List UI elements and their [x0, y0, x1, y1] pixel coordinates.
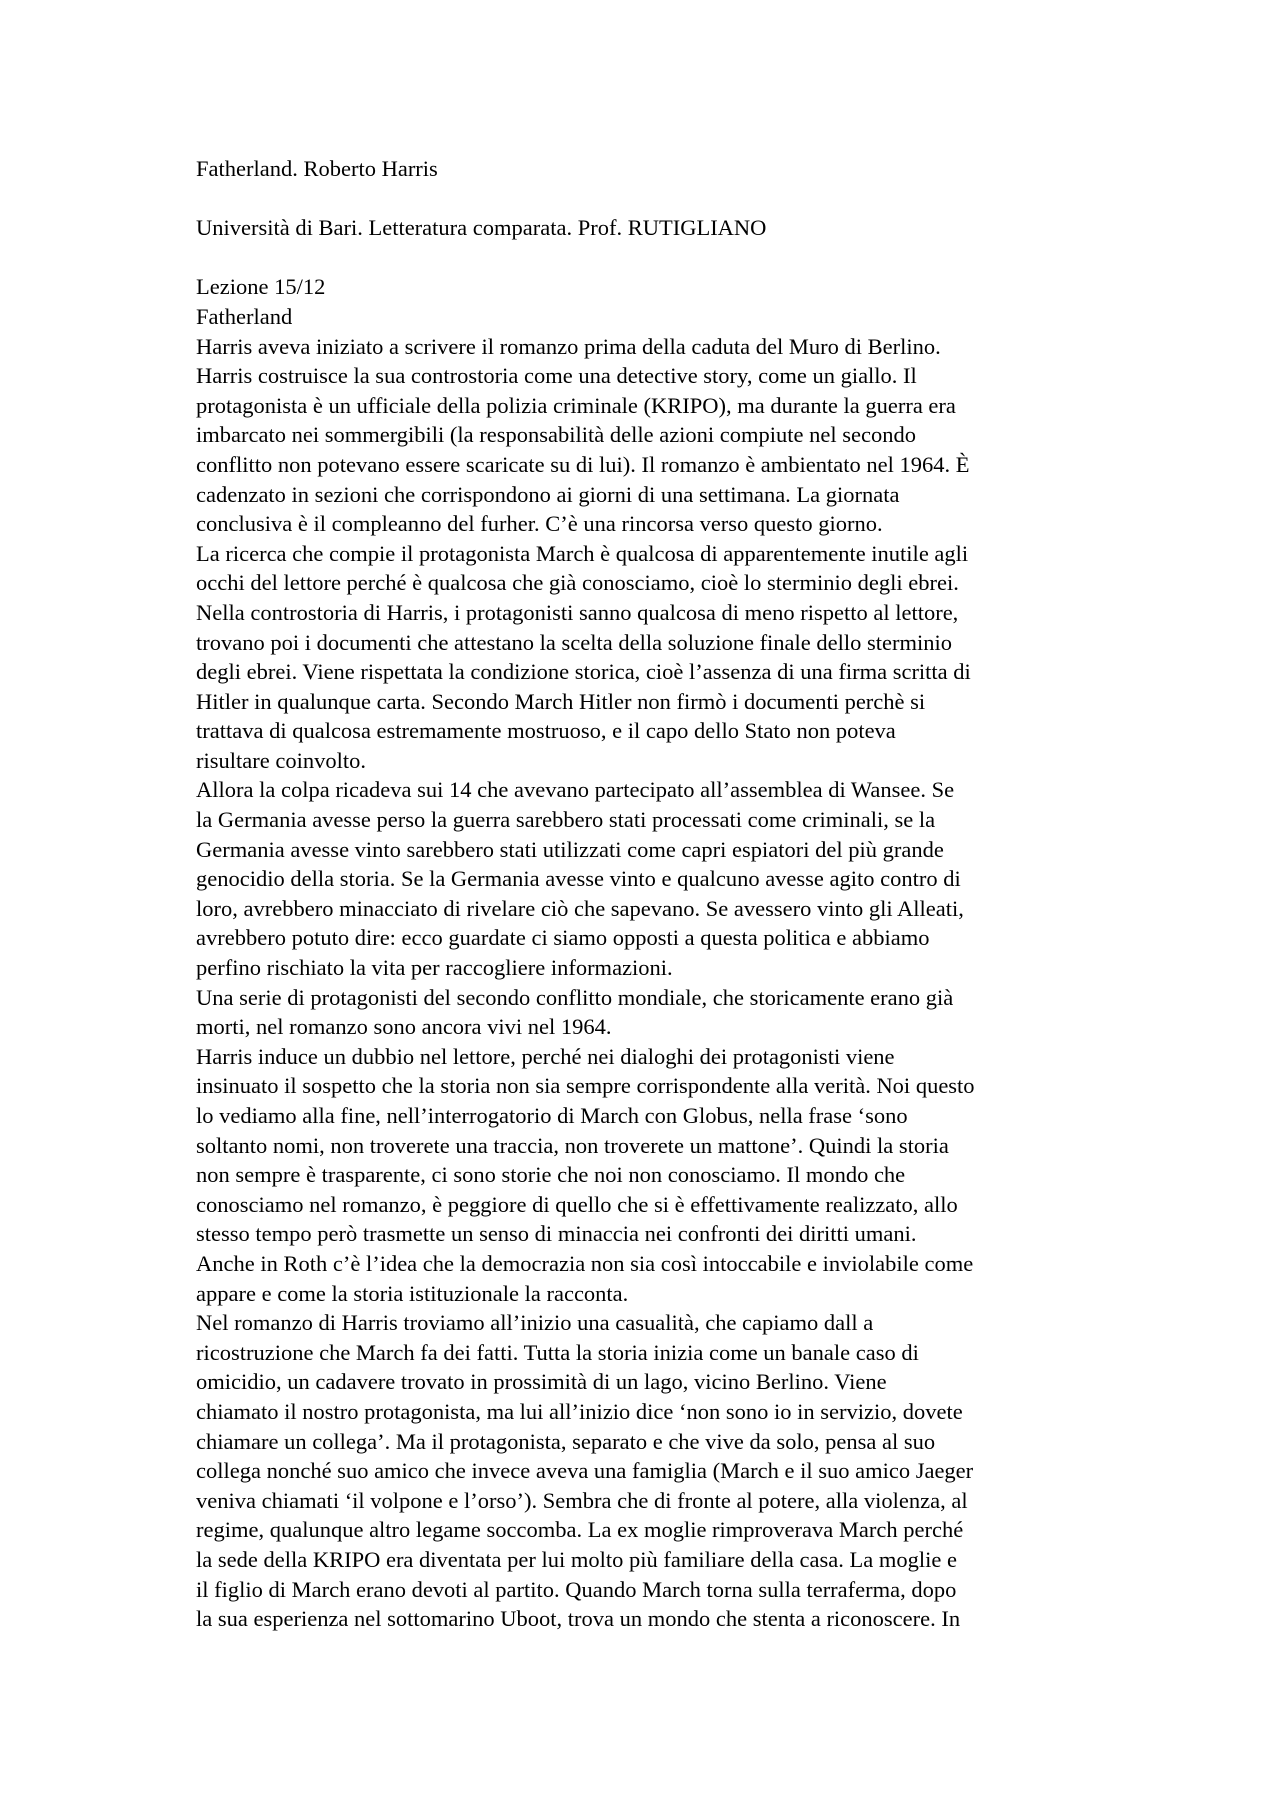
- text-line: chiamato il nostro protagonista, ma lui all’inizio dice ‘non sono io in servizio, dovete: [196, 1398, 963, 1424]
- text-line: Harris induce un dubbio nel lettore, perché nei dialoghi dei protagonisti viene: [196, 1043, 895, 1069]
- spacer: [196, 184, 1096, 214]
- text-line: conclusiva è il compleanno del furher. C’è una rincorsa verso questo giorno.: [196, 511, 883, 537]
- text-line: Anche in Roth c’è l’idea che la democrazia non sia così intoccabile e inviolabile come: [196, 1250, 974, 1276]
- text-line: soltanto nomi, non troverete una traccia, non troverete un mattone’. Quindi la storia: [196, 1132, 949, 1158]
- text-line: Una serie di protagonisti del secondo conflitto mondiale, che storicamente erano già: [196, 984, 954, 1010]
- text-line: avrebbero potuto dire: ecco guardate ci siamo opposti a questa politica e abbiamo: [196, 925, 930, 951]
- text-line: lo vediamo alla fine, nell’interrogatorio di March con Globus, nella frase ‘sono: [196, 1103, 908, 1128]
- text-line: occhi del lettore perché è qualcosa che già conosciamo, cioè lo sterminio degli ebrei.: [196, 570, 959, 596]
- text-lines: [196, 332, 1096, 1634]
- text-line: la sua esperienza nel sottomarino Uboot, trova un mondo che stenta a riconoscere. In: [196, 1606, 961, 1632]
- text-line: protagonista è un ufficiale della polizia criminale (KRIPO), ma durante la guerra era: [196, 392, 956, 418]
- section-heading: Fatherland: [196, 303, 293, 329]
- text-line: degli ebrei. Viene rispettata la condizione storica, cioè l’assenza di una firma scritta di: [196, 659, 971, 685]
- document-title: Fatherland. Roberto Harris: [196, 156, 438, 181]
- text-line: morti, nel romanzo sono ancora vivi nel 1964.: [196, 1014, 612, 1040]
- document-body: [196, 154, 1096, 1634]
- text-line: Harris aveva iniziato a scrivere il romanzo prima della caduta del Muro di Berlino.: [196, 333, 941, 359]
- text-line: Harris costruisce la sua controstoria come una detective story, come un giallo. Il: [196, 363, 917, 389]
- text-line: Hitler in qualunque carta. Secondo March Hitler non firmò i documenti perchè si: [196, 688, 926, 714]
- text-line: Allora la colpa ricadeva sui 14 che avevano partecipato all’assemblea di Wansee. Se: [196, 777, 955, 803]
- text-line: la Germania avesse perso la guerra sarebbero stati processati come criminali, se la: [196, 807, 936, 833]
- text-line: appare e come la storia istituzionale la racconta.: [196, 1280, 629, 1306]
- text-line: insinuato il sospetto che la storia non sia sempre corrispondente alla verità. Noi questo: [196, 1073, 975, 1099]
- text-line: conosciamo nel romanzo, è peggiore di quello che si è effettivamente realizzato, allo: [196, 1191, 958, 1217]
- text-line: trovano poi i documenti che attestano la scelta della soluzione finale dello sterminio: [196, 629, 953, 655]
- text-line: veniva chiamati ‘il volpone e l’orso’). Sembra che di fronte al potere, alla violenza, al: [196, 1487, 968, 1513]
- text-line: omicidio, un cadavere trovato in prossimità di un lago, vicino Berlino. Viene: [196, 1369, 887, 1395]
- text-line: Nel romanzo di Harris troviamo all’inizio una casualità, che capiamo dall a: [196, 1310, 874, 1336]
- text-line: collega nonché suo amico che invece aveva una famiglia (March e il suo amico Jaeger: [196, 1458, 974, 1484]
- text-line: non sempre è trasparente, ci sono storie che noi non conosciamo. Il mondo che: [196, 1162, 906, 1188]
- text-line: trattava di qualcosa estremamente mostruoso, e il capo dello Stato non poteva: [196, 718, 896, 744]
- text-line: conflitto non potevano essere scaricate su di lui). Il romanzo è ambientato nel 1964. È: [196, 451, 970, 477]
- text-line: risultare coinvolto.: [196, 747, 366, 773]
- text-line: chiamare un collega’. Ma il protagonista, separato e che vive da solo, pensa al suo: [196, 1428, 936, 1454]
- text-line: stesso tempo però trasmette un senso di minaccia nei confronti dei diritti umani.: [196, 1221, 917, 1247]
- text-line: Nella controstoria di Harris, i protagonisti sanno qualcosa di meno rispetto al lettore,: [196, 599, 959, 625]
- document-subtitle: Università di Bari. Letteratura comparata. Prof. RUTIGLIANO: [196, 215, 767, 241]
- text-line: genocidio della storia. Se la Germania avesse vinto e qualcuno avesse agito contro di: [196, 866, 961, 892]
- text-line: regime, qualunque altro legame soccomba. La ex moglie rimproverava March perché: [196, 1517, 964, 1543]
- text-line: la sede della KRIPO era diventata per lui molto più familiare della casa. La moglie e: [196, 1546, 957, 1572]
- lesson-label: Lezione 15/12: [196, 274, 326, 300]
- text-line: il figlio di March erano devoti al partito. Quando March torna sulla terraferma, dopo: [196, 1576, 957, 1602]
- text-line: loro, avrebbero minacciato di rivelare ciò che sapevano. Se avessero vinto gli Alleati,: [196, 895, 964, 921]
- text-line: perfino rischiato la vita per raccogliere informazioni.: [196, 955, 673, 981]
- text-line: Germania avesse vinto sarebbero stati utilizzati come capri espiatori del più grande: [196, 836, 944, 862]
- text-line: La ricerca che compie il protagonista March è qualcosa di apparentemente inutile agli: [196, 540, 969, 566]
- text-line: imbarcato nei sommergibili (la responsabilità delle azioni compiute nel secondo: [196, 422, 916, 448]
- text-line: ricostruzione che March fa dei fatti. Tutta la storia inizia come un banale caso di: [196, 1339, 919, 1365]
- text-line: cadenzato in sezioni che corrispondono ai giorni di una settimana. La giornata: [196, 481, 900, 507]
- spacer: [196, 243, 1096, 273]
